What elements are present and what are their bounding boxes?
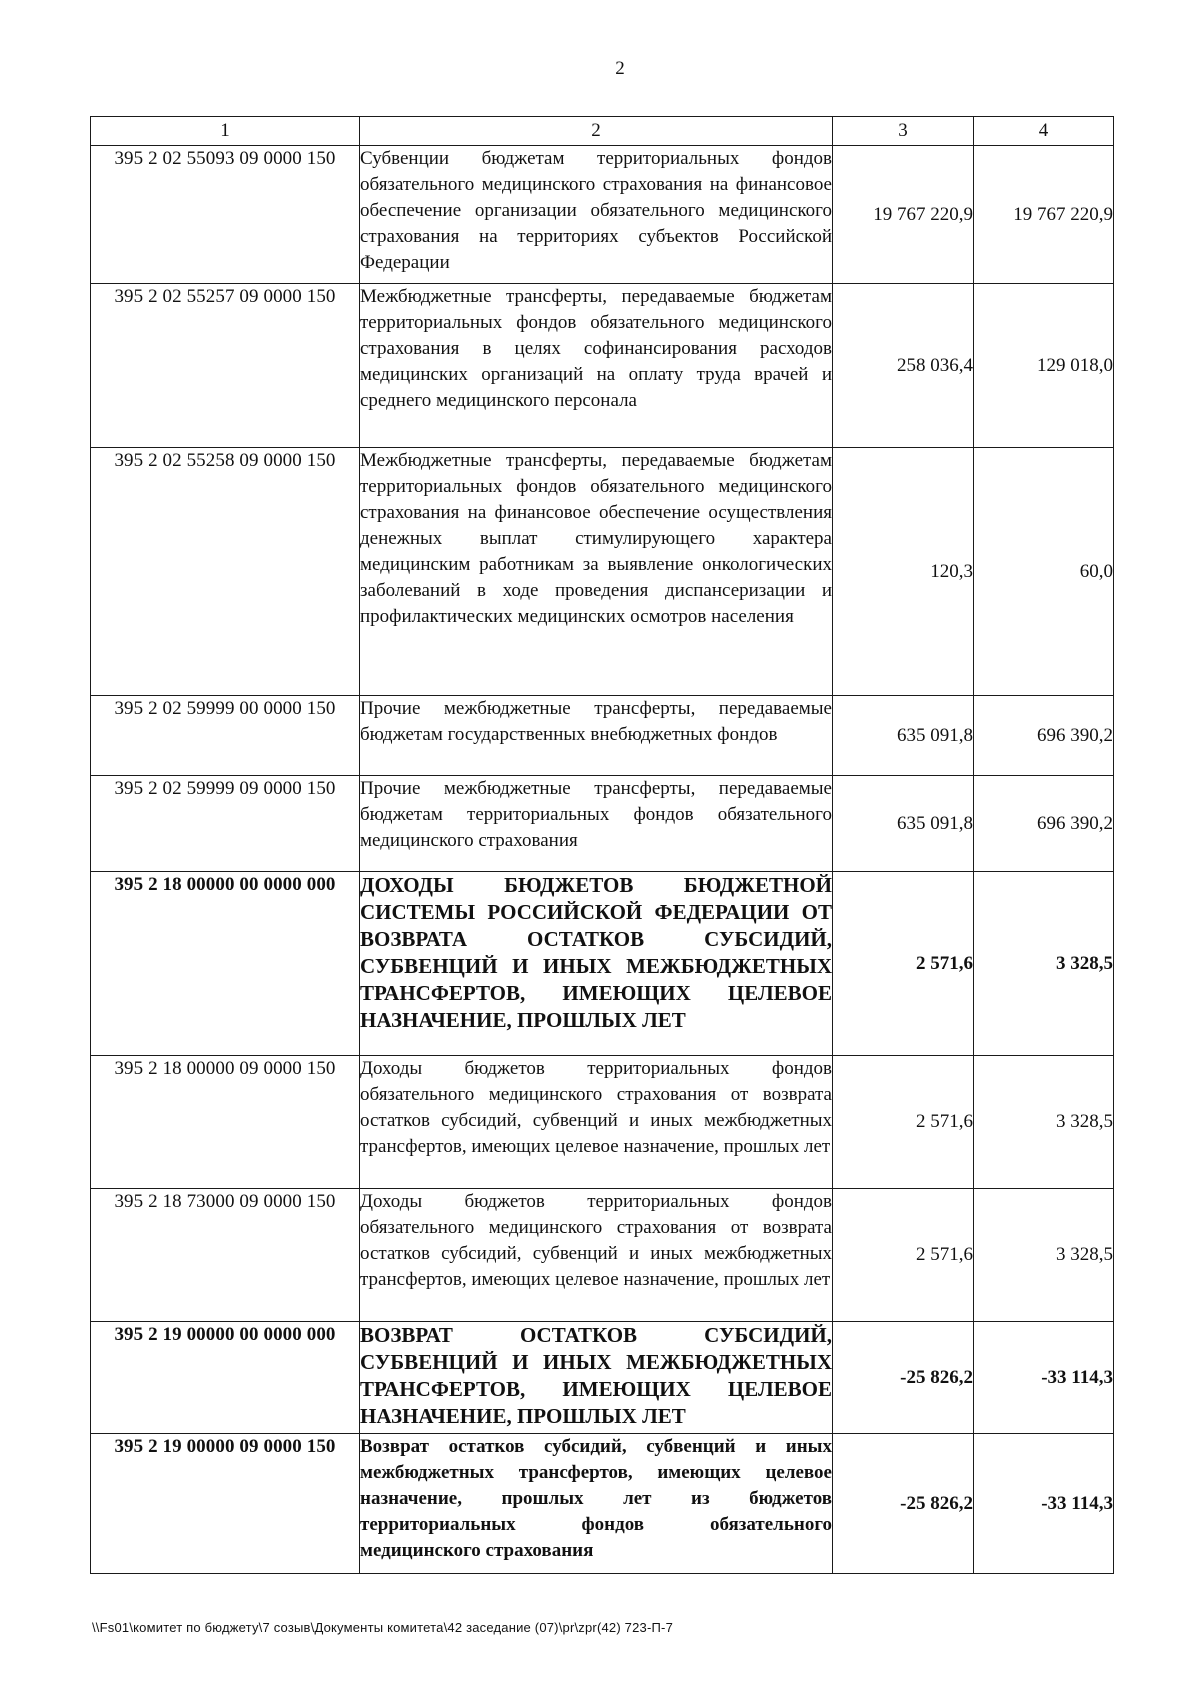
table-row xyxy=(91,146,1114,284)
row-code: 395 2 02 55258 09 0000 150 xyxy=(91,448,360,696)
table-row xyxy=(91,696,1114,776)
page-number: 2 xyxy=(615,58,625,79)
row-code: 395 2 18 00000 00 0000 000 xyxy=(91,872,360,1056)
row-code: 395 2 02 55093 09 0000 150 xyxy=(91,146,360,284)
row-value-4: 3 328,5 xyxy=(974,872,1114,1056)
row-value-3: 19 767 220,9 xyxy=(833,146,974,284)
file-path-footer: \\Fs01\комитет по бюджету\7 созыв\Документы комитета\42 заседание (07)\pr\zpr(42) 723-П-7 xyxy=(92,1620,674,1635)
row-code: 395 2 19 00000 00 0000 000 xyxy=(91,1322,360,1434)
row-name: Прочие межбюджетные трансферты, передаваемые бюджетам территориальных фондов обязательного медицинского страхования xyxy=(360,776,833,872)
row-value-4: 696 390,2 xyxy=(974,776,1114,872)
table-row xyxy=(91,1056,1114,1189)
row-name: Доходы бюджетов территориальных фондов обязательного медицинского страхования от возврата остатков субсидий, субвенций и иных межбюджетных трансфертов, имеющих целевое назначение, прошлых лет xyxy=(360,1056,833,1189)
row-value-3: 635 091,8 xyxy=(833,696,974,776)
table-row xyxy=(91,872,1114,1056)
table-row xyxy=(91,1322,1114,1434)
row-name: Межбюджетные трансферты, передаваемые бюджетам территориальных фондов обязательного медицинского страхования в целях софинансирования расходов медицинских организаций на оплату труда врачей и среднего медицинского персонала xyxy=(360,284,833,448)
row-name: Прочие межбюджетные трансферты, передаваемые бюджетам государственных внебюджетных фондов xyxy=(360,696,833,776)
row-name: Доходы бюджетов территориальных фондов обязательного медицинского страхования от возврата остатков субсидий, субвенций и иных межбюджетных трансфертов, имеющих целевое назначение, прошлых лет xyxy=(360,1189,833,1322)
row-code: 395 2 02 59999 00 0000 150 xyxy=(91,696,360,776)
column-header-4: 4 xyxy=(974,117,1114,146)
row-code: 395 2 18 00000 09 0000 150 xyxy=(91,1056,360,1189)
row-code: 395 2 19 00000 09 0000 150 xyxy=(91,1434,360,1574)
budget-table xyxy=(90,116,1114,1574)
row-value-4: -33 114,3 xyxy=(974,1322,1114,1434)
row-value-4: 19 767 220,9 xyxy=(974,146,1114,284)
column-header-1: 1 xyxy=(91,117,360,146)
row-value-4: 696 390,2 xyxy=(974,696,1114,776)
row-value-4: 129 018,0 xyxy=(974,284,1114,448)
row-value-3: 258 036,4 xyxy=(833,284,974,448)
row-code: 395 2 18 73000 09 0000 150 xyxy=(91,1189,360,1322)
column-header-3: 3 xyxy=(833,117,974,146)
row-code: 395 2 02 55257 09 0000 150 xyxy=(91,284,360,448)
row-value-3: 2 571,6 xyxy=(833,1056,974,1189)
row-value-4: 60,0 xyxy=(974,448,1114,696)
row-value-3: -25 826,2 xyxy=(833,1434,974,1574)
row-name: ДОХОДЫ БЮДЖЕТОВ БЮДЖЕТНОЙ СИСТЕМЫ РОССИЙСКОЙ ФЕДЕРАЦИИ ОТ ВОЗВРАТА ОСТАТКОВ СУБСИДИЙ, СУБВЕНЦИЙ И ИНЫХ МЕЖБЮДЖЕТНЫХ ТРАНСФЕРТОВ, ИМЕЮЩИХ ЦЕЛЕВОЕ НАЗНАЧЕНИЕ, ПРОШЛЫХ ЛЕТ xyxy=(360,872,833,1056)
table-row xyxy=(91,448,1114,696)
row-value-3: 2 571,6 xyxy=(833,872,974,1056)
row-name: Возврат остатков субсидий, субвенций и иных межбюджетных трансфертов, имеющих целевое назначение, прошлых лет из бюджетов территориальных фондов обязательного медицинского страхования xyxy=(360,1434,833,1574)
row-value-4: 3 328,5 xyxy=(974,1056,1114,1189)
row-value-3: -25 826,2 xyxy=(833,1322,974,1434)
row-value-4: 3 328,5 xyxy=(974,1189,1114,1322)
row-value-4: -33 114,3 xyxy=(974,1434,1114,1574)
table-row xyxy=(91,284,1114,448)
row-value-3: 2 571,6 xyxy=(833,1189,974,1322)
table-row xyxy=(91,1434,1114,1574)
row-name: Субвенции бюджетам территориальных фондов обязательного медицинского страхования на финансовое обеспечение организации обязательного медицинского страхования на территориях субъектов Российской Федерации xyxy=(360,146,833,284)
row-code: 395 2 02 59999 09 0000 150 xyxy=(91,776,360,872)
column-header-2: 2 xyxy=(360,117,833,146)
row-name: Межбюджетные трансферты, передаваемые бюджетам территориальных фондов обязательного медицинского страхования на финансовое обеспечение осуществления денежных выплат стимулирующего характера медицинским работникам за выявление онкологических заболеваний в ходе проведения диспансеризации и профилактических медицинских осмотров населения xyxy=(360,448,833,696)
row-value-3: 635 091,8 xyxy=(833,776,974,872)
table-header-row xyxy=(91,117,1114,146)
table-row xyxy=(91,1189,1114,1322)
row-name: ВОЗВРАТ ОСТАТКОВ СУБСИДИЙ, СУБВЕНЦИЙ И ИНЫХ МЕЖБЮДЖЕТНЫХ ТРАНСФЕРТОВ, ИМЕЮЩИХ ЦЕЛЕВОЕ НАЗНАЧЕНИЕ, ПРОШЛЫХ ЛЕТ xyxy=(360,1322,833,1434)
table-row xyxy=(91,776,1114,872)
row-value-3: 120,3 xyxy=(833,448,974,696)
